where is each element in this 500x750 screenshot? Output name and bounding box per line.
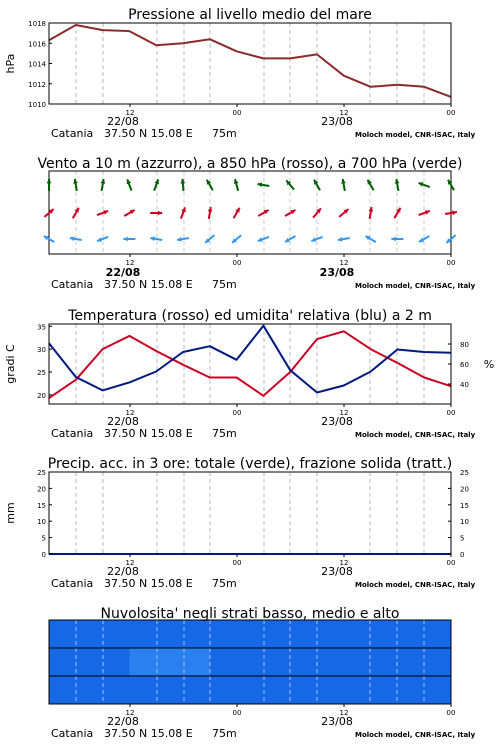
cloud-cell xyxy=(344,676,371,704)
cloud-cell xyxy=(183,620,210,648)
cloud-cell xyxy=(210,648,237,676)
cloud-cell xyxy=(210,620,237,648)
wind-arrow xyxy=(369,207,374,219)
elevation-label: 75m xyxy=(212,127,237,140)
y-axis-label-right: % xyxy=(483,358,495,371)
y-axis-label: mm xyxy=(4,502,17,524)
y-axis-label: hPa xyxy=(4,53,17,74)
x-tick-label: 00 xyxy=(446,259,456,267)
cloud-cell xyxy=(263,676,290,704)
y-tick-label-right: 15 xyxy=(460,501,469,510)
plot-frame-4 xyxy=(49,472,451,554)
cloud-cell xyxy=(183,648,210,676)
cloud-cell xyxy=(49,676,76,704)
date-label: 23/08 xyxy=(321,565,353,578)
wind-arrow xyxy=(339,209,348,217)
date-label: 22/08 xyxy=(107,565,139,578)
cloud-cell xyxy=(237,676,264,704)
model-credit: Moloch model, CNR-ISAC, Italy xyxy=(355,581,476,589)
cloud-cell xyxy=(371,676,398,704)
wind-arrow xyxy=(150,236,162,241)
wind-arrow xyxy=(177,237,189,242)
x-tick-label: 00 xyxy=(232,709,242,717)
plot-frame-3 xyxy=(49,324,451,404)
y-tick-label: 10 xyxy=(37,518,46,527)
cloud-cell xyxy=(424,648,451,676)
x-tick-label: 12 xyxy=(125,259,135,267)
cloud-cell xyxy=(49,620,76,648)
wind-arrow xyxy=(258,237,269,242)
y-tick-label: 25 xyxy=(37,469,46,477)
x-tick-label: 12 xyxy=(339,709,349,717)
x-tick-label: 12 xyxy=(125,109,135,117)
cloud-cell xyxy=(237,648,264,676)
x-tick-label: 12 xyxy=(339,109,349,117)
wind-arrow xyxy=(258,210,268,216)
location-label: Catania xyxy=(51,727,94,740)
location-label: Catania xyxy=(51,127,94,140)
wind-arrow xyxy=(234,179,239,191)
location-label: Catania xyxy=(51,427,94,440)
cloud-cell xyxy=(290,648,317,676)
cloud-cell xyxy=(371,648,398,676)
wind-arrow xyxy=(232,235,241,243)
cloud-cell xyxy=(317,676,344,704)
wind-arrow xyxy=(365,236,375,242)
cloud-cell xyxy=(76,620,103,648)
cloud-cell xyxy=(237,620,264,648)
y-tick-label-right: 5 xyxy=(460,534,465,543)
x-tick-label: 00 xyxy=(232,259,242,267)
plot-frame-2 xyxy=(49,171,451,254)
cloud-cell xyxy=(129,648,156,676)
x-tick-label: 00 xyxy=(232,409,242,417)
cloud-cell xyxy=(49,648,76,676)
wind-arrow xyxy=(234,208,240,218)
y-tick-label-right: 40 xyxy=(460,381,469,389)
y-tick-label: 1010 xyxy=(28,101,46,109)
coords-label: 37.50 N 15.08 E xyxy=(104,727,193,740)
wind-arrow xyxy=(73,179,78,191)
model-credit: Moloch model, CNR-ISAC, Italy xyxy=(355,282,476,290)
cloud-cell xyxy=(424,676,451,704)
x-tick-label: 00 xyxy=(446,109,456,117)
cloud-cell xyxy=(103,620,130,648)
pressure-line xyxy=(49,25,451,97)
wind-arrow xyxy=(368,180,374,190)
y-tick-label-right: 20 xyxy=(460,485,469,494)
y-tick-label: 35 xyxy=(37,323,46,332)
y-axis-label: gradi C xyxy=(4,344,17,384)
cloud-cell xyxy=(210,676,237,704)
chart-title: Nuvolosita' negli strati basso, medio e alto xyxy=(100,606,400,622)
chart-title: Pressione al livello medio del mare xyxy=(128,7,372,23)
x-tick-label: 12 xyxy=(339,409,349,417)
elevation-label: 75m xyxy=(212,577,237,590)
cloud-cell xyxy=(263,620,290,648)
cloud-cell xyxy=(290,676,317,704)
wind-arrow xyxy=(123,237,135,242)
y-tick-label: 15 xyxy=(37,501,46,510)
y-tick-label: 1012 xyxy=(28,80,46,89)
y-tick-label-right: 80 xyxy=(460,341,469,349)
cloud-cell xyxy=(397,620,424,648)
wind-arrow xyxy=(101,179,106,191)
wind-arrow-head xyxy=(158,211,162,216)
y-tick-label: 20 xyxy=(37,391,46,400)
x-tick-label: 00 xyxy=(446,559,456,567)
x-tick-label: 12 xyxy=(339,559,349,567)
coords-label: 37.50 N 15.08 E xyxy=(104,427,193,440)
y-tick-label: 1014 xyxy=(28,60,46,69)
wind-arrow xyxy=(341,179,346,191)
cloud-cell xyxy=(397,676,424,704)
cloud-cell xyxy=(129,620,156,648)
cloud-cell xyxy=(344,620,371,648)
wind-arrow xyxy=(127,179,132,190)
y-tick-label: 20 xyxy=(37,485,46,494)
cloud-cell xyxy=(397,648,424,676)
cloud-cell xyxy=(103,676,130,704)
cloud-cell xyxy=(424,620,451,648)
y-tick-label: 0 xyxy=(41,551,46,559)
wind-arrow xyxy=(124,210,134,216)
location-label: Catania xyxy=(51,577,94,590)
wind-arrow xyxy=(150,211,162,216)
date-label: 23/08 xyxy=(321,415,353,428)
chart-title: Temperatura (rosso) ed umidita' relativa (blu) a 2 m xyxy=(68,308,432,324)
x-tick-label: 12 xyxy=(125,709,135,717)
y-tick-label: 1016 xyxy=(28,40,46,49)
wind-arrow xyxy=(395,179,400,191)
cloud-cell xyxy=(76,676,103,704)
cloud-cell xyxy=(129,676,156,704)
model-credit: Moloch model, CNR-ISAC, Italy xyxy=(355,431,476,439)
x-tick-label: 12 xyxy=(125,559,135,567)
y-tick-label-right: 25 xyxy=(460,469,469,477)
cloud-cell xyxy=(183,676,210,704)
wind-arrow-head xyxy=(47,179,52,183)
wind-arrow xyxy=(181,207,186,218)
cloud-cell xyxy=(371,620,398,648)
y-tick-label: 1018 xyxy=(28,20,46,28)
plot-frame-1 xyxy=(49,23,451,104)
model-credit: Moloch model, CNR-ISAC, Italy xyxy=(355,731,476,739)
y-tick-label: 30 xyxy=(37,346,46,355)
chart-title: Vento a 10 m (azzurro), a 850 hPa (rosso), a 700 hPa (verde) xyxy=(37,156,463,172)
wind-arrow xyxy=(258,182,270,187)
y-tick-label-right: 10 xyxy=(460,518,469,527)
cloud-cell xyxy=(344,648,371,676)
date-label: 23/08 xyxy=(321,115,353,128)
cloud-cell xyxy=(290,620,317,648)
wind-arrow-head xyxy=(123,237,127,242)
coords-label: 37.50 N 15.08 E xyxy=(104,577,193,590)
chart-title: Precip. acc. in 3 ore: totale (verde), frazione solida (tratt.) xyxy=(47,456,453,472)
date-label: 22/08 xyxy=(107,415,139,428)
cloud-cell xyxy=(317,648,344,676)
model-credit: Moloch model, CNR-ISAC, Italy xyxy=(355,131,476,139)
wind-arrow-head xyxy=(391,237,395,242)
cloud-cell xyxy=(263,648,290,676)
y-tick-label-right: 60 xyxy=(460,361,469,369)
cloud-cell xyxy=(76,648,103,676)
date-label: 23/08 xyxy=(319,266,355,279)
elevation-label: 75m xyxy=(212,727,237,740)
date-label: 22/08 xyxy=(107,115,139,128)
x-tick-label: 00 xyxy=(446,709,456,717)
date-label: 22/08 xyxy=(105,266,141,279)
y-tick-label: 25 xyxy=(37,369,46,377)
cloud-cell xyxy=(103,648,130,676)
wind-arrow xyxy=(338,237,350,242)
location-label: Catania xyxy=(51,278,94,291)
x-tick-label: 00 xyxy=(232,559,242,567)
coords-label: 37.50 N 15.08 E xyxy=(104,278,193,291)
date-label: 22/08 xyxy=(107,715,139,728)
coords-label: 37.50 N 15.08 E xyxy=(104,127,193,140)
elevation-label: 75m xyxy=(212,427,237,440)
elevation-label: 75m xyxy=(212,278,237,291)
y-tick-label-right: 0 xyxy=(460,551,465,559)
cloud-cell xyxy=(156,620,183,648)
cloud-cell xyxy=(156,648,183,676)
cloud-cell xyxy=(317,620,344,648)
y-tick-label: 5 xyxy=(41,534,46,543)
wind-arrow xyxy=(47,179,52,191)
x-tick-label: 00 xyxy=(232,109,242,117)
cloud-cell xyxy=(156,676,183,704)
date-label: 23/08 xyxy=(321,715,353,728)
x-tick-label: 12 xyxy=(125,409,135,417)
wind-arrow xyxy=(208,207,213,219)
x-tick-label: 00 xyxy=(446,409,456,417)
x-tick-label: 12 xyxy=(339,259,349,267)
